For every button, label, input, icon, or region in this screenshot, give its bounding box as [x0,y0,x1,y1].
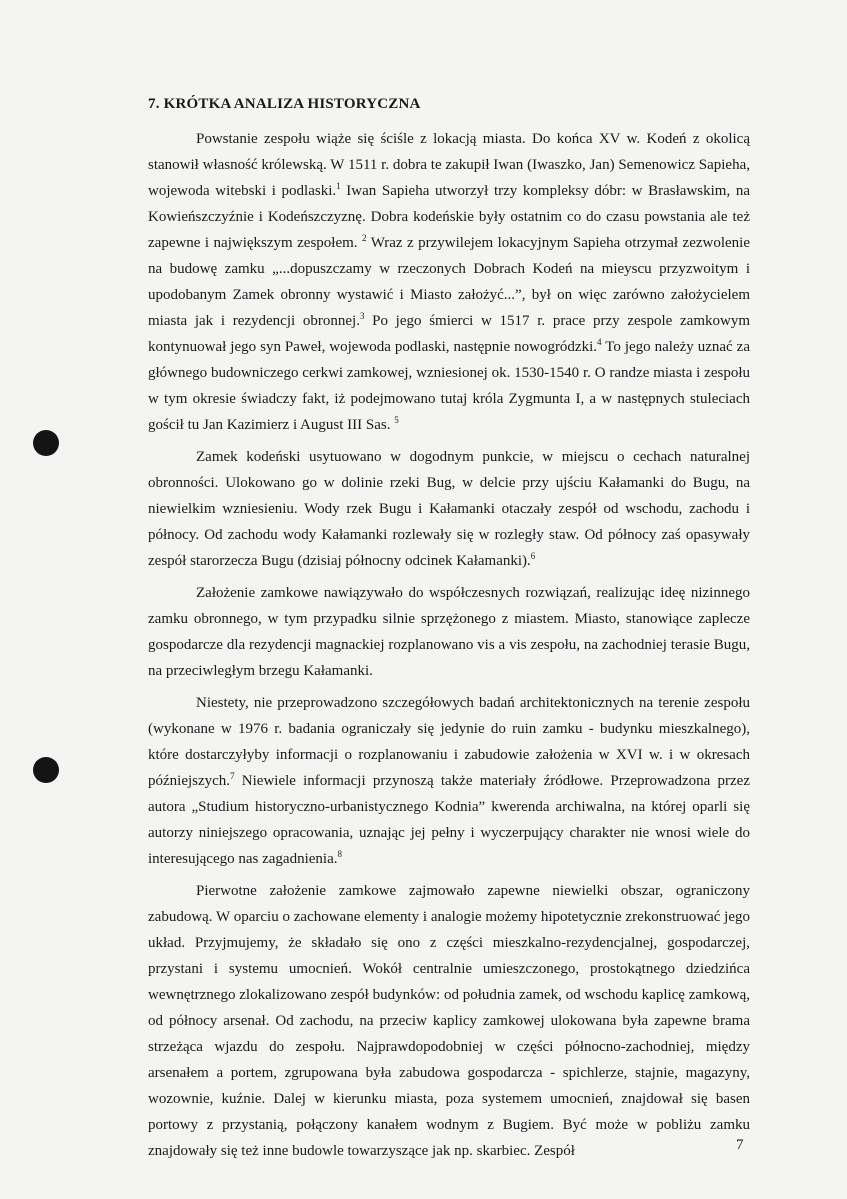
body-text [148,126,750,1164]
paragraph [148,878,750,1164]
paragraph-text: Niewiele informacji przynoszą także materiały źródłowe. Przeprowadzona przez autora „Studium historyczno-urbanistycznego Kodnia” kwerenda archiwalna, na której oparli się autorzy niniejszego opracowania, uznając jej pełny i wyczerpujący charakter nie wnosi wiele do interesującego nas zagadnienia. [148,773,750,867]
footnote-marker: 4 [597,337,602,347]
footnote-marker: 1 [336,181,341,191]
paragraph-text: Niestety, nie przeprowadzono szczegółowych badań architektonicznych na terenie zespołu (wykonane w 1976 r. badania ograniczały się jedynie do ruin zamku - budynku mieszkalnego), które dostarczyłyby informacji o rozplanowaniu i zabudowie założenia w XVI w. i w okresach późniejszych. [148,695,750,789]
page-content [148,94,750,1170]
paragraph [148,580,750,684]
paragraph-text: Pierwotne założenie zamkowe zajmowało zapewne niewielki obszar, ograniczony zabudową. W oparciu o zachowane elementy i analogie możemy hipotetycznie zrekonstruować jego układ. Przyjmujemy, że składało się ono z części mieszkalno-rezydencjalnej, gospodarczej, przystani i systemu umocnień. Wokół centralnie umieszczonego, prostokątnego dziedzińca wewnętrznego zlokalizowano zespół budynków: od południa zamek, od wschodu kaplicę zamkową, od północy arsenał. Od zachodu, na przeciw kaplicy zamkowej ulokowana była zapewne brama strzeżąca wjazdu do zespołu. Najprawdopodobniej w części północno-zachodniej, między arsenałem a portem, zgrupowana była zabudowa gospodarcza - spichlerze, stajnie, magazyny, wozownie, kuźnie. Dalej w kierunku miasta, poza systemem umocnień, znajdował się basen portowy z przystanią, połączony kanałem wodnym z Bugiem. Być może w pobliżu zamku znajdowały się też inne budowle towarzyszące jak np. skarbiec. Zespół [148,883,750,1159]
footnote-marker: 6 [530,551,536,561]
paragraph [148,444,750,574]
punch-hole-top [33,430,59,456]
paragraph [148,690,750,872]
footnote-marker: 3 [359,311,365,321]
paragraph-text: Założenie zamkowe nawiązywało do współczesnych rozwiązań, realizując ideę nizinnego zamku obronnego, w tym przypadku silnie sprzężonego z miastem. Miasto, stanowiące zaplecze gospodarcze dla rezydencji magnackiej rozplanowano vis a vis zespołu, na zachodniej terasie Bugu, na przeciwległym brzegu Kałamanki. [148,585,750,679]
paragraph-text: Powstanie zespołu wiąże się ściśle z lokacją miasta. Do końca XV w. Kodeń z okolicą stanowił własność królewską. W 1511 r. dobra te zakupił Iwan (Iwaszko, Jan) Semenowicz Sapieha, wojewoda witebski i podlaski. [148,131,750,199]
punch-hole-bottom [33,757,59,783]
paragraph-text: Wraz z przywilejem lokacyjnym Sapieha otrzymał zezwolenie na budowę zamku „...dopuszczamy w rzeczonych Dobrach Kodeń na mieyscu przyzwoitym i upodobanym Zamek obronny wystawić i Miasto założyć...”, był on więc zarówno założycielem miasta jak i rezydencji obronnej. [148,235,751,329]
footnote-marker: 8 [337,849,342,859]
section-heading: 7. KRÓTKA ANALIZA HISTORYCZNA [148,96,421,112]
paragraph-text: To jego należy uznać za głównego budowniczego cerkwi zamkowej, wzniesionej ok. 1530-1540 r. O randze miasta i zespołu w tym okresie świadczy fakt, iż podejmowano tutaj króla Zygmunta I, a w następnych stuleciach gościł tu Jan Kazimierz i August III Sas. [148,339,750,433]
footnote-marker: 7 [230,771,235,781]
footnote-marker: 2 [362,233,367,243]
paragraph-text: Po jego śmierci w 1517 r. prace przy zespole zamkowym kontynuował jego syn Paweł, wojewoda podlaski, następnie nowogródzki. [148,313,751,355]
page-number: 7 [736,1137,744,1153]
paragraph-text: Iwan Sapieha utworzył trzy kompleksy dóbr: w Brasławskim, na Kowieńszczyźnie i Kodeńszczyznę. Dobra kodeńskie były ostatnim co do czasu powstania ale też zapewne i największym zespołem. [148,183,750,251]
footnote-marker: 5 [394,415,399,425]
paragraph [148,126,750,438]
paragraph-text: Zamek kodeński usytuowano w dogodnym punkcie, w miejscu o cechach naturalnej obronności. Ulokowano go w dolinie rzeki Bug, w delcie przy ujściu Kałamanki do Bugu, na niewielkim wzniesieniu. Wody rzek Bugu i Kałamanki otaczały zespół od wschodu, zachodu i północy. Od zachodu wody Kałamanki rozlewały się w rozległy staw. Od północy zaś opasywały zespół starorzecza Bugu (dzisiaj północny odcinek Kałamanki). [148,449,750,569]
